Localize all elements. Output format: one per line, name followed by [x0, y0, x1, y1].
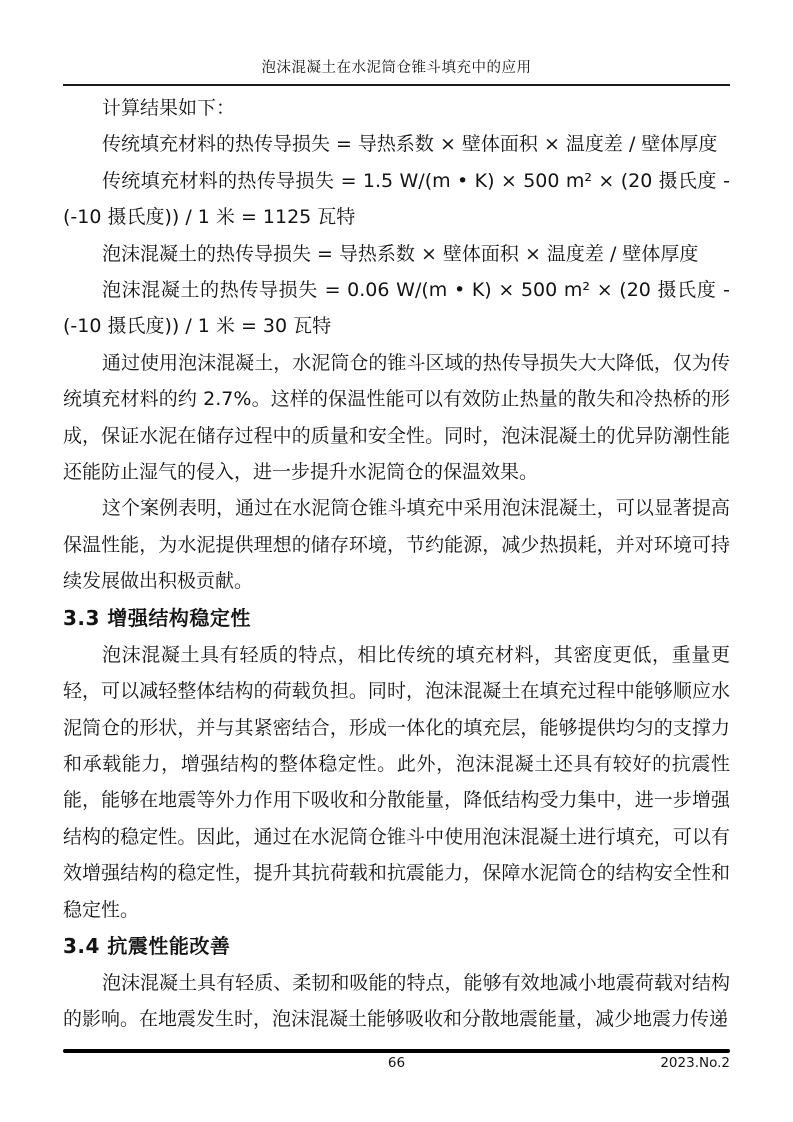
formula-foam-values: 泡沫混凝土的热传导损失 = 0.06 W/(m • K) × 500 m² × (20 摄氏度 - (-10 摄氏度)) / 1 米 = 30 瓦特: [63, 279, 730, 338]
running-title: 泡沫混凝土在水泥筒仓锥斗填充中的应用: [63, 56, 730, 86]
page-footer: [63, 1049, 730, 1075]
section-heading-3-3: 3.3 增强结构稳定性: [63, 605, 251, 630]
page-number: 66: [387, 1055, 406, 1071]
footer-rule: [63, 1049, 730, 1053]
paragraph-structural-stability: 泡沫混凝土具有轻质的特点，相比传统的填充材料，其密度更低，重量更轻，可以减轻整体结构的荷载负担。同时，泡沫混凝土在填充过程中能够顺应水泥筒仓的形状，并与其紧密结合，形成一体化的填充层，能够提供均匀的支撑力和承载能力，增强结构的整体稳定性。此外，泡沫混凝土还具有较好的抗震性能，能够在地震等外力作用下吸收和分散能量，降低结构受力集中，进一步增强结构的稳定性。因此，通过在水泥筒仓锥斗中使用泡沫混凝土进行填充，可以有效增强结构的稳定性，提升其抗荷载和抗震能力，保障水泥筒仓的结构安全性和稳定性。: [63, 643, 730, 921]
section-heading-3-4: 3.4 抗震性能改善: [63, 933, 231, 958]
footer-meta: [63, 1055, 730, 1075]
page-body: [63, 90, 730, 1038]
formula-traditional-values: 传统填充材料的热传导损失 = 1.5 W/(m • K) × 500 m² × (20 摄氏度 - (-10 摄氏度)) / 1 米 = 1125 瓦特: [63, 169, 730, 229]
formula-traditional-general: 传统填充材料的热传导损失 = 导热系数 × 壁体面积 × 温度差 / 壁体厚度: [101, 133, 718, 156]
issue-label: 2023.No.2: [660, 1055, 730, 1071]
paragraph-insulation-result: 通过使用泡沫混凝土，水泥筒仓的锥斗区域的热传导损失大大降低，仅为传统填充材料的约 2.7%。这样的保温性能可以有效防止热量的散失和冷热桥的形成，保证水泥在储存过程中的质量和安全性。同时，泡沫混凝土的优异防潮性能还能防止湿气的侵入，进一步提升水泥筒仓的保温效果。: [63, 351, 730, 484]
paragraph-case-conclusion: 这个案例表明，通过在水泥筒仓锥斗填充中采用泡沫混凝土，可以显著提高保温性能，为水泥提供理想的储存环境，节约能源，减少热损耗，并对环境可持续发展做出积极贡献。: [63, 497, 730, 593]
paragraph-seismic-improvement: 泡沫混凝土具有轻质、柔韧和吸能的特点，能够有效地减小地震荷载对结构的影响。在地震发生时，泡沫混凝土能够吸收和分散地震能量，减少地震力传递: [63, 971, 730, 1031]
paragraph-intro: 计算结果如下：: [101, 97, 235, 119]
formula-foam-general: 泡沫混凝土的热传导损失 = 导热系数 × 壁体面积 × 温度差 / 壁体厚度: [101, 242, 699, 265]
